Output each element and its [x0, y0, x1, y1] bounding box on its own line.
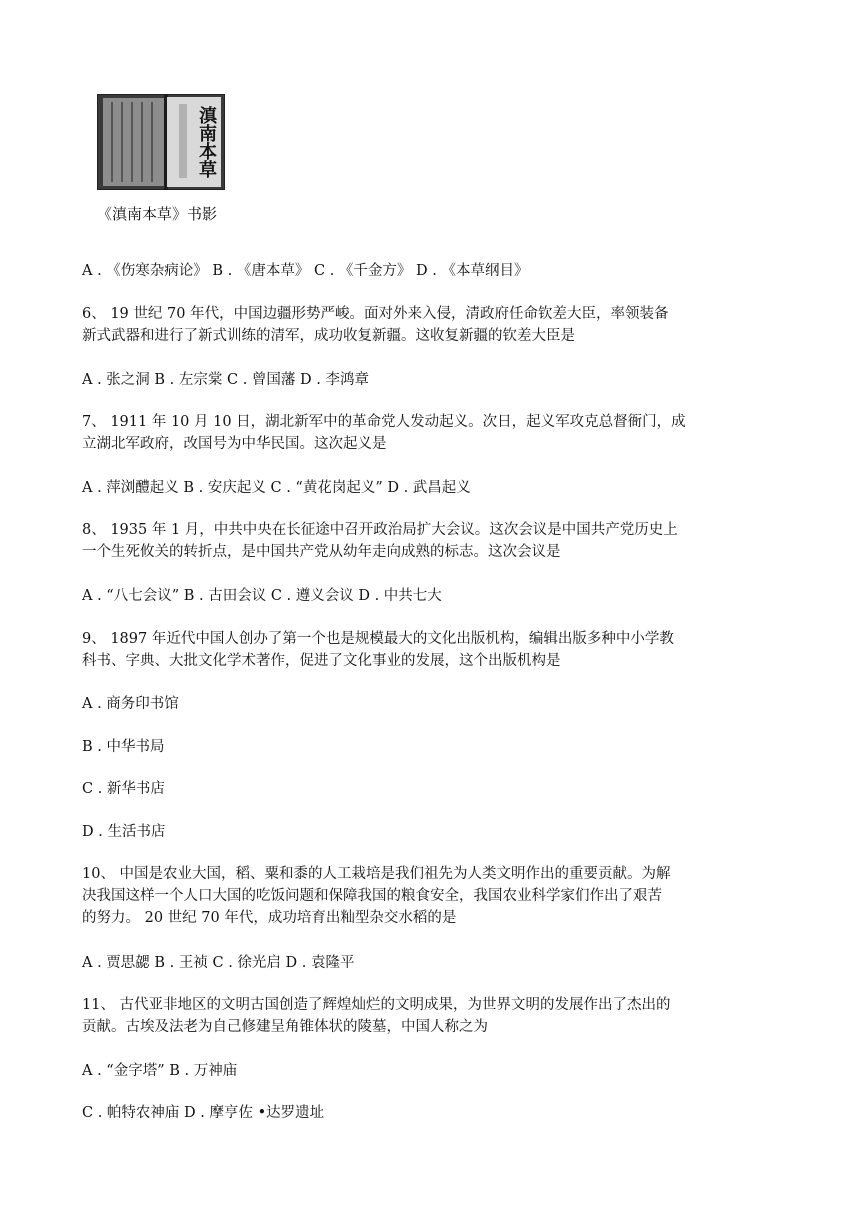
q8-stem [82, 519, 782, 563]
q9-option-b: B . 中华书局 [82, 739, 165, 755]
q8-line-2: 一个生死攸关的转折点，是中国共产党从幼年走向成熟的标志。这次会议是 [82, 544, 561, 560]
q10-line-2: 决我国这样一个人口大国的吃饭问题和保障我国的粮食安全，我国农业科学家们作出了艰苦 [82, 888, 662, 904]
q11-stem [82, 994, 782, 1038]
q8-line-1: 8、 1935 年 1 月，中共中央在长征途中召开政治局扩大会议。这次会议是中国共产党历史上 [82, 522, 678, 538]
book-cover-photo [97, 94, 225, 190]
q11-options-row-2: C . 帕特农神庙 D . 摩亨佐 •达罗遗址 [82, 1105, 325, 1121]
q9-line-2: 科书、字典、大批文化学术著作，促进了文化事业的发展，这个出版机构是 [82, 653, 561, 669]
q6-stem [82, 303, 782, 347]
q10-options: A . 贾思勰 B . 王祯 C . 徐光启 D . 袁隆平 [82, 955, 355, 971]
q5-options: A . 《伤寒杂病论》 B . 《唐本草》 C . 《千金方》 D . 《本草纲目》 [82, 263, 529, 279]
q6-options: A . 张之洞 B . 左宗棠 C . 曾国藩 D . 李鸿章 [82, 372, 369, 388]
q11-line-2: 贡献。古埃及法老为自己修建呈角锥体状的陵墓，中国人称之为 [82, 1019, 488, 1035]
q10-stem [82, 863, 782, 929]
q8-options: A . “八七会议” B . 古田会议 C . 遵义会议 D . 中共七大 [82, 588, 442, 604]
q9-line-1: 9、 1897 年近代中国人创办了第一个也是规模最大的文化出版机构，编辑出版多种中小学教 [82, 631, 674, 647]
q11-options-row-1: A . “金字塔” B . 万神庙 [82, 1063, 238, 1079]
book-image [97, 94, 225, 190]
q7-options: A . 萍浏醴起义 B . 安庆起义 C . “黄花岗起义” D . 武昌起义 [82, 480, 471, 496]
q9-option-c: C . 新华书店 [82, 781, 165, 797]
figure-caption: 《滇南本草》书影 [97, 205, 218, 223]
q7-line-2: 立湖北军政府，改国号为中华民国。这次起义是 [82, 436, 387, 452]
q6-line-2: 新式武器和进行了新式训练的清军，成功收复新疆。这收复新疆的钦差大臣是 [82, 328, 575, 344]
q9-stem [82, 628, 782, 672]
book-title-text: 滇南本草 [196, 106, 217, 178]
q9-option-a: A . 商务印书馆 [82, 696, 179, 712]
q7-line-1: 7、 1911 年 10 月 10 日，湖北新军中的革命党人发动起义。次日，起义军攻克总督衙门，成 [82, 414, 686, 430]
q6-line-1: 6、 19 世纪 70 年代，中国边疆形势严峻。面对外来入侵，清政府任命钦差大臣，率领装备 [82, 306, 669, 322]
q7-stem [82, 411, 782, 455]
q10-line-1: 10、 中国是农业大国，稻、粟和黍的人工栽培是我们祖先为人类文明作出的重要贡献。为解 [82, 866, 671, 882]
q9-option-d: D . 生活书店 [82, 824, 166, 840]
q10-line-3: 的努力。 20 世纪 70 年代，成功培育出籼型杂交水稻的是 [82, 910, 457, 926]
q11-line-1: 11、 古代亚非地区的文明古国创造了辉煌灿烂的文明成果，为世界文明的发展作出了杰出的 [82, 997, 671, 1013]
